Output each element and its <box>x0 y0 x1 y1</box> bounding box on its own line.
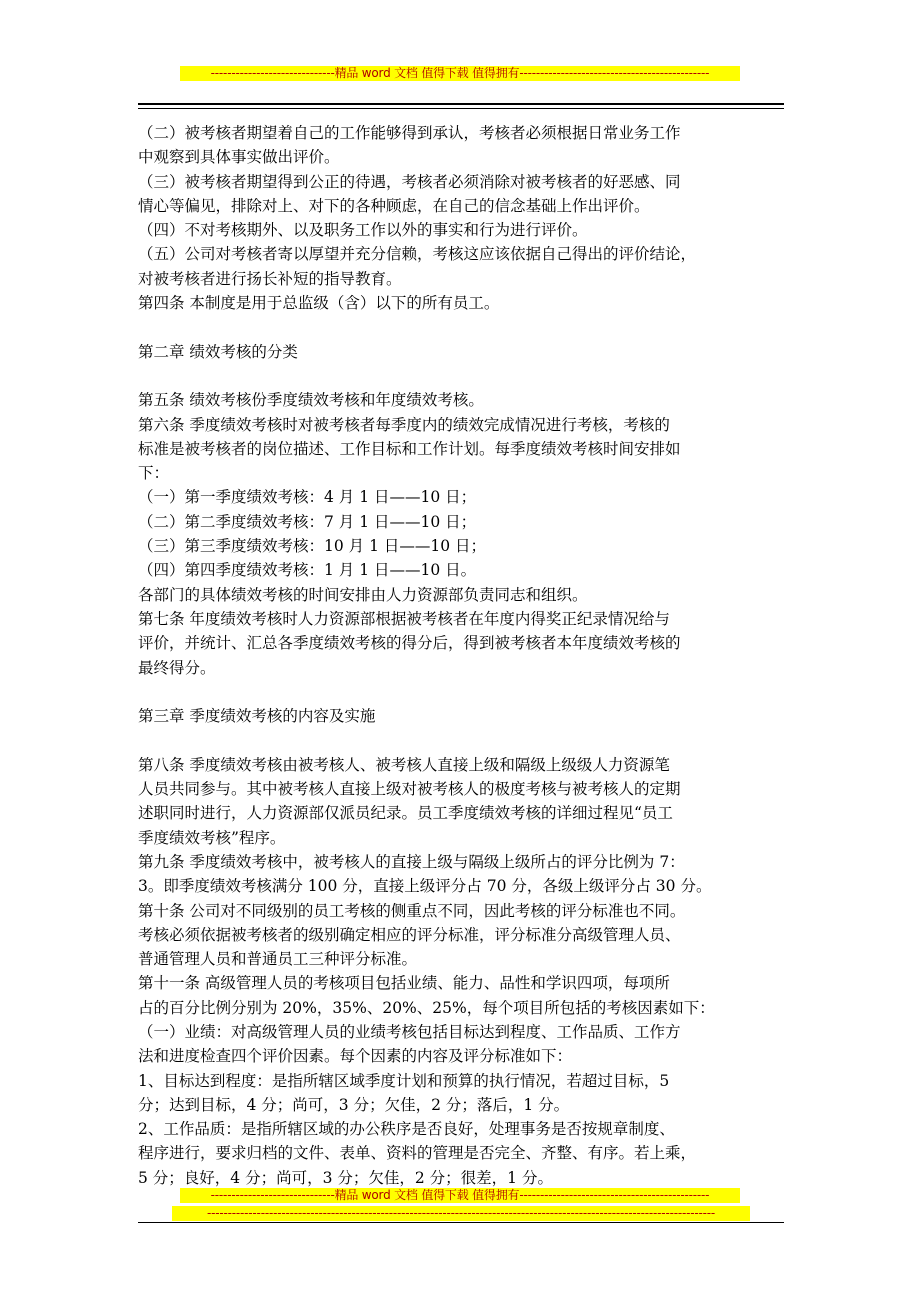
text-line: 1、目标达到程度：是指所辖区域季度计划和预算的执行情况，若超过目标，5 <box>138 1071 670 1090</box>
footer-rule <box>138 1222 784 1223</box>
text-line: （五）公司对考核者寄以厚望并充分信赖，考核这应该依据自己得出的评价结论， <box>138 245 697 264</box>
text-line: （二）第二季度绩效考核：7 月 1 日——10 日； <box>138 512 477 531</box>
text-line: （四）第四季度绩效考核：1 月 1 日——10 日。 <box>138 561 477 580</box>
text-line: 最终得分。 <box>138 658 216 677</box>
text-line: 各部门的具体绩效考核的时间安排由人力资源部负责同志和组织。 <box>138 585 588 604</box>
text-line: （一）第一季度绩效考核：4 月 1 日——10 日； <box>138 488 477 507</box>
text-line: 第十一条 高级管理人员的考核项目包括业绩、能力、品性和学识四项，每项所 <box>138 974 670 993</box>
text-line: 季度绩效考核”程序。 <box>138 828 286 847</box>
text-line: 对被考核者进行扬长补短的指导教育。 <box>138 269 402 288</box>
text-line: 第二章 绩效考核的分类 <box>138 342 298 361</box>
text-line: 人员共同参与。其中被考核人直接上级对被考核人的极度考核与被考核人的定期 <box>138 780 681 799</box>
text-line: （三）第三季度绩效考核：10 月 1 日——10 日； <box>138 537 487 556</box>
text-line: 第五条 绩效考核份季度绩效考核和年度绩效考核。 <box>138 391 484 410</box>
text-line: 评价，并统计、汇总各季度绩效考核的得分后，得到被考核者本年度绩效考核的 <box>138 634 681 653</box>
text-line: 第三章 季度绩效考核的内容及实施 <box>138 707 376 726</box>
text-line: 情心等偏见，排除对上、对下的各种顾虑，在自己的信念基础上作出评价。 <box>138 196 650 215</box>
text-line: 第六条 季度绩效考核时对被考核者每季度内的绩效完成情况进行考核，考核的 <box>138 415 670 434</box>
text-line: 第八条 季度绩效考核由被考核人、被考核人直接上级和隔级上级级人力资源笔 <box>138 755 670 774</box>
text-line: 第七条 年度绩效考核时人力资源部根据被考核者在年度内得奖正纪录情况给与 <box>138 609 670 628</box>
text-line: （二）被考核者期望着自己的工作能够得到承认，考核者必须根据日常业务工作 <box>138 124 681 142</box>
header-rule-thick <box>138 103 784 105</box>
text-line: 第十条 公司对不同级别的员工考核的侧重点不同，因此考核的评分标准也不同。 <box>138 901 686 920</box>
header-rule-thin <box>138 108 784 109</box>
header-banner: ------------------------------精品 word 文档 值得下载 值得拥有---------------------------------------------- <box>180 66 740 81</box>
text-line: 述职同时进行，人力资源部仅派员纪录。员工季度绩效考核的详细过程见“员工 <box>138 804 673 823</box>
text-line: 标准是被考核者的岗位描述、工作目标和工作计划。每季度绩效考核时间安排如 <box>138 439 681 458</box>
blank-line <box>138 680 786 704</box>
footer-banner: ------------------------------精品 word 文档 值得下载 值得拥有---------------------------------------------- <box>180 1188 740 1203</box>
text-line: （三）被考核者期望得到公正的待遇，考核者必须消除对被考核者的好恶感、同 <box>138 172 681 191</box>
text-line: 2、工作品质：是指所辖区域的办公秩序是否良好，处理事务是否按规章制度、 <box>138 1120 675 1139</box>
footer-dash-banner: --------------------------------------------------------------------------------------------------------------------------- <box>172 1206 750 1221</box>
text-line: 程序进行，要求归档的文件、表单、资料的管理是否完全、齐整、有序。若上乘， <box>138 1144 697 1163</box>
text-line: （一）业绩：对高级管理人员的业绩考核包括目标达到程度、工作品质、工作方 <box>138 1022 681 1041</box>
blank-line <box>138 364 786 388</box>
text-line: 法和进度检查四个评价因素。每个因素的内容及评分标准如下： <box>138 1047 573 1066</box>
document-body <box>138 121 786 1190</box>
text-line: 5 分；良好，4 分；尚可，3 分；欠佳，2 分；很差，1 分。 <box>138 1168 553 1187</box>
blank-line <box>138 315 786 339</box>
text-line: 中观察到具体事实做出评价。 <box>138 148 340 167</box>
text-line: 占的百分比例分别为 20%，35%、20%、25%，每个项目所包括的考核因素如下： <box>138 998 715 1017</box>
text-line: 3。即季度绩效考核满分 100 分，直接上级评分占 70 分，各级上级评分占 30 分。 <box>138 877 712 896</box>
blank-line <box>138 728 786 752</box>
text-line: 第九条 季度绩效考核中，被考核人的直接上级与隔级上级所占的评分比例为 7： <box>138 852 685 871</box>
text-line: 第四条 本制度是用于总监级（含）以下的所有员工。 <box>138 294 500 313</box>
text-line: 普通管理人员和普通员工三种评分标准。 <box>138 950 418 969</box>
text-line: 考核必须依据被考核者的级别确定相应的评分标准，评分标准分高级管理人员、 <box>138 925 681 944</box>
text-line: 下： <box>138 464 170 483</box>
text-line: （四）不对考核期外、以及职务工作以外的事实和行为进行评价。 <box>138 221 588 240</box>
text-line: 分；达到目标，4 分；尚可，3 分；欠佳，2 分；落后，1 分。 <box>138 1095 570 1114</box>
